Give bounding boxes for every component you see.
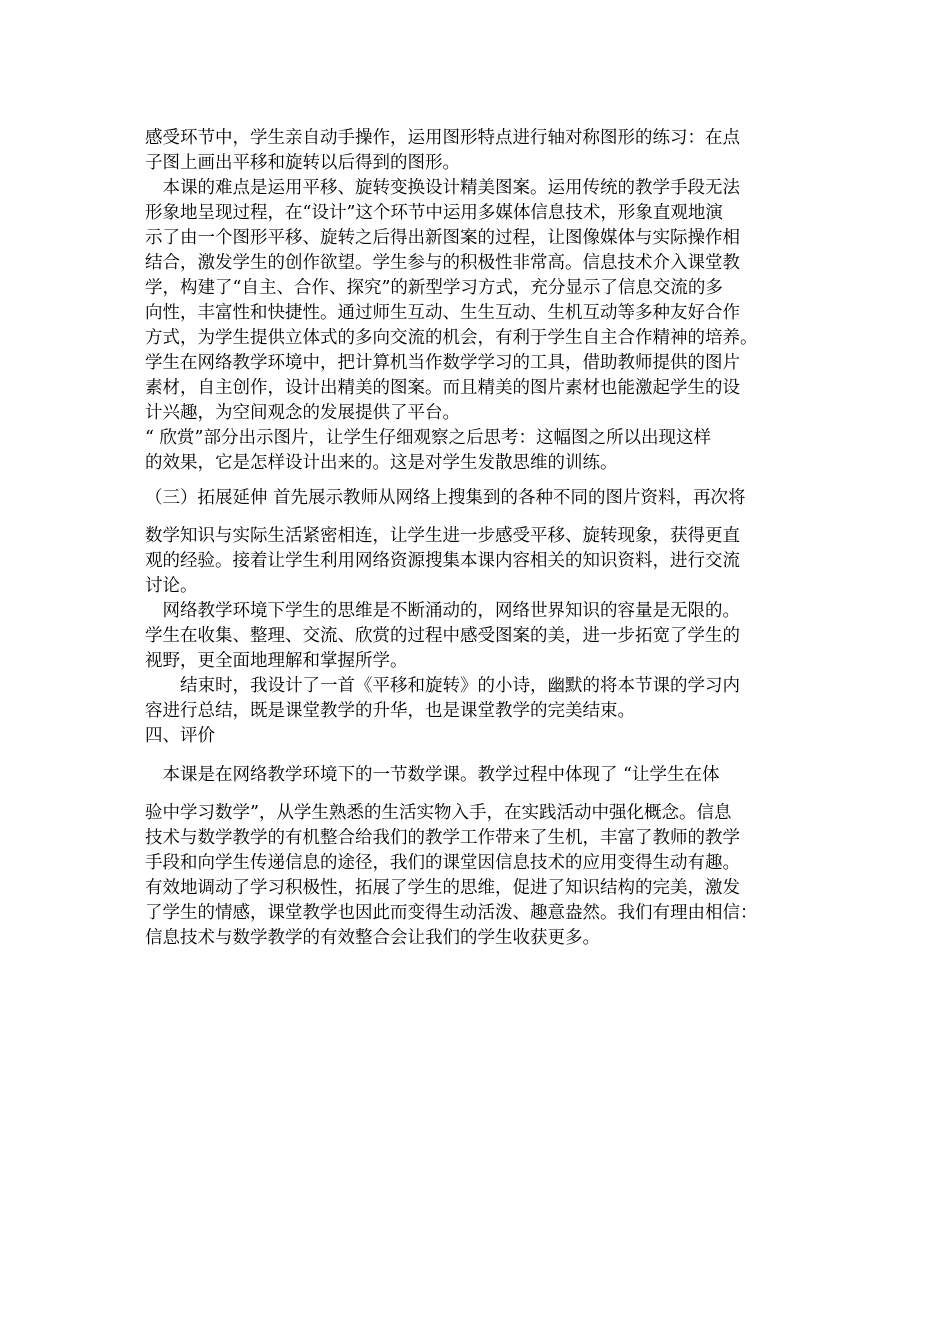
text-line: 本课是在网络教学环境下的一节数学课。教学过程中体现了 “让学生在体 — [145, 765, 720, 785]
text-line: 了学生的情感，课堂教学也因此而变得生动活泼、趣意盎然。我们有理由相信： — [145, 903, 758, 923]
text-line: 方式，为学生提供立体式的多向交流的机会，有利于学生自主合作精神的培养。 — [145, 328, 758, 348]
text-line: 信息技术与数学教学的有效整合会让我们的学生收获更多。 — [145, 928, 600, 948]
text-line: 视野，更全面地理解和掌握所学。 — [145, 651, 408, 671]
text-line: 数学知识与实际生活紧密相连，让学生进一步感受平移、旋转现象，获得更直 — [145, 526, 740, 546]
paragraph-appreciation — [145, 426, 817, 476]
paragraph-evaluation-first — [145, 763, 817, 788]
text-line: 向性，丰富性和快捷性。通过师生互动、生生互动、生机互动等多种友好合作 — [145, 303, 740, 323]
text-line: 素材，自主创作，设计出精美的图案。而且精美的图片素材也能激起学生的设 — [145, 378, 740, 398]
text-line: 形象地呈现过程，在“设计”这个环节中运用多媒体信息技术，形象直观地演 — [145, 203, 723, 223]
text-line: 结合，激发学生的创作欲望。学生参与的积极性非常高。信息技术介入课堂教 — [145, 253, 740, 273]
text-line: 容进行总结，既是课堂教学的升华，也是课堂教学的完美结束。 — [145, 701, 635, 721]
text-line: 计兴趣，为空间观念的发展提供了平台。 — [145, 403, 460, 423]
text-line: 网络教学环境下学生的思维是不断涌动的，网络世界知识的容量是无限的。 — [145, 601, 740, 621]
paragraph-evaluation — [145, 801, 817, 951]
text-line: 讨论。 — [145, 576, 198, 596]
section-heading: 四、评价 — [145, 726, 215, 746]
paragraph-network — [145, 599, 817, 674]
text-line: 的效果，它是怎样设计出来的。这是对学生发散思维的训练。 — [145, 453, 618, 473]
section-heading: （三）拓展延伸 首先展示教师从网络上搜集到的各种不同的图片资料，再次将 — [145, 488, 746, 508]
paragraph-ending — [145, 674, 817, 724]
paragraph-difficulty — [145, 176, 817, 426]
text-line: “ 欣赏”部分出示图片，让学生仔细观察之后思考：这幅图之所以出现这样 — [145, 428, 711, 448]
section-heading-evaluation — [145, 724, 817, 749]
text-line: 学，构建了“自主、合作、探究”的新型学习方式，充分显示了信息交流的多 — [145, 278, 723, 298]
text-line: 学生在收集、整理、交流、欣赏的过程中感受图案的美，进一步拓宽了学生的 — [145, 626, 740, 646]
text-line: 结束时，我设计了一首《平移和旋转》的小诗，幽默的将本节课的学习内 — [145, 676, 740, 696]
text-line: 有效地调动了学习积极性，拓展了学生的思维，促进了知识结构的完美，激发 — [145, 878, 740, 898]
text-line: 学生在网络教学环境中，把计算机当作数学学习的工具，借助教师提供的图片 — [145, 353, 740, 373]
text-line: 技术与数学教学的有机整合给我们的教学工作带来了生机，丰富了教师的教学 — [145, 828, 740, 848]
text-line: 本课的难点是运用平移、旋转变换设计精美图案。运用传统的教学手段无法 — [145, 178, 740, 198]
paragraph-extension — [145, 524, 817, 599]
text-line: 验中学习数学”，从学生熟悉的生活实物入手，在实践活动中强化概念。信息 — [145, 803, 732, 823]
text-line: 手段和向学生传递信息的途径，我们的课堂因信息技术的应用变得生动有趣。 — [145, 853, 740, 873]
text-line: 子图上画出平移和旋转以后得到的图形。 — [145, 153, 460, 173]
section-heading-extension — [145, 486, 817, 511]
paragraph-practice — [145, 126, 817, 176]
text-line: 观的经验。接着让学生利用网络资源搜集本课内容相关的知识资料，进行交流 — [145, 551, 740, 571]
text-line: 示了由一个图形平移、旋转之后得出新图案的过程，让图像媒体与实际操作相 — [145, 228, 740, 248]
text-line: 感受环节中，学生亲自动手操作，运用图形特点进行轴对称图形的练习：在点 — [145, 128, 740, 148]
